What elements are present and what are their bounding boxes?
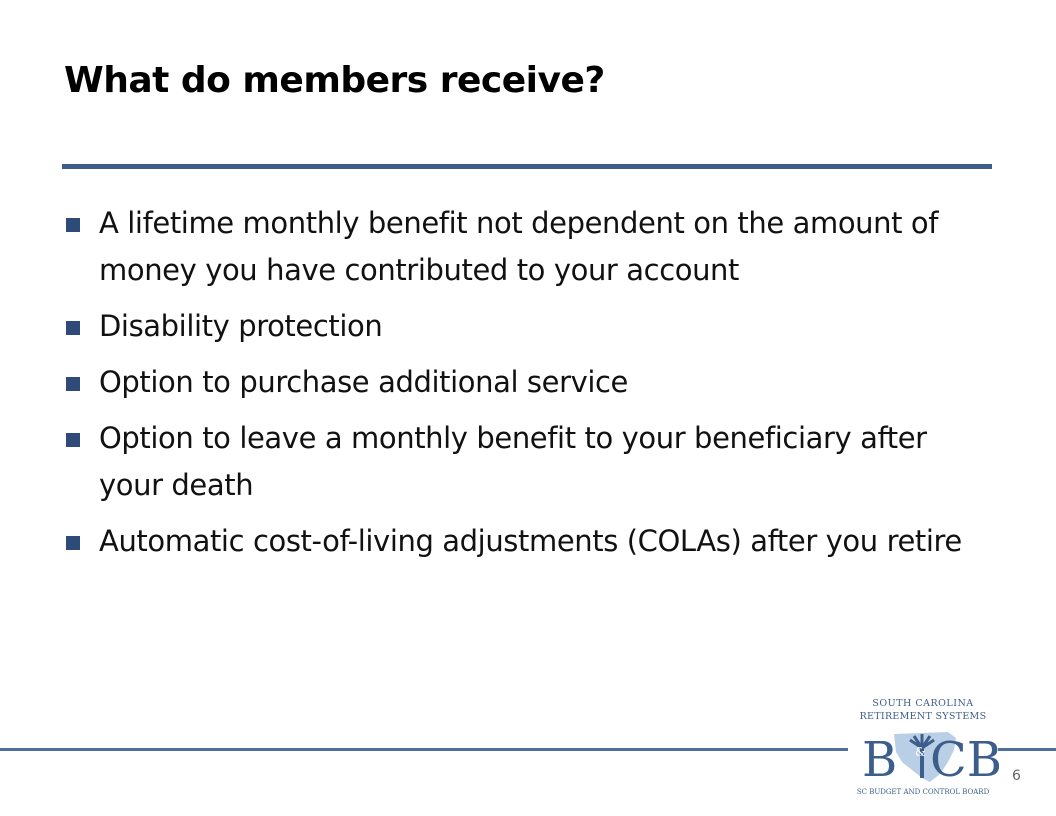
bullet-text: A lifetime monthly benefit not dependent on the amount of money you have contributed to your account (99, 206, 939, 287)
bullet-text: Automatic cost-of-living adjustments (COLAs) after you retire (99, 524, 962, 558)
square-bullet-icon (66, 218, 80, 232)
page-number: 6 (1012, 768, 1021, 784)
bullet-item (64, 359, 964, 406)
bullet-list (64, 200, 964, 574)
logo-mark-left: B (862, 732, 898, 788)
logo-mark-small: & (915, 745, 926, 759)
bullet-item (64, 200, 964, 294)
bullet-text: Disability protection (99, 309, 383, 343)
square-bullet-icon (66, 536, 80, 550)
bullet-item (64, 303, 964, 350)
bullet-item (64, 415, 964, 509)
bullet-text: Option to leave a monthly benefit to your beneficiary after your death (99, 421, 927, 502)
logo-line-1: SOUTH CAROLINA (872, 698, 974, 709)
square-bullet-icon (66, 433, 80, 447)
square-bullet-icon (66, 321, 80, 335)
bullet-item (64, 518, 964, 565)
logo-mark-right: CB (930, 732, 1002, 788)
bcb-logo-mark (856, 726, 1002, 788)
logo-line-2: RETIREMENT SYSTEMS (859, 711, 987, 722)
scrs-logo (848, 698, 1002, 802)
bullet-text: Option to purchase additional service (99, 365, 628, 399)
title-divider (62, 164, 992, 169)
slide-title: What do members receive? (64, 60, 605, 101)
square-bullet-icon (66, 377, 80, 391)
logo-bottom-text: SC BUDGET AND CONTROL BOARD (856, 788, 990, 796)
